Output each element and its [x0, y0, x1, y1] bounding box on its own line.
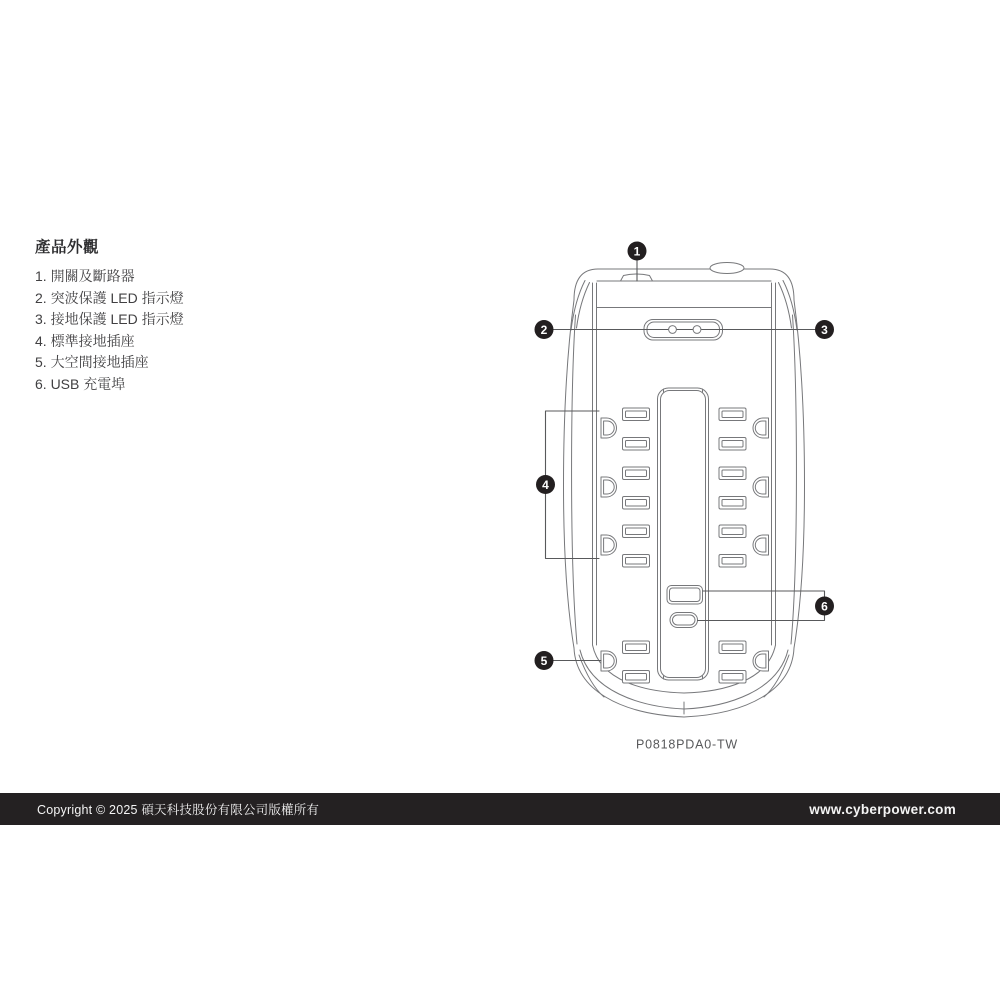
footer-bar — [0, 793, 1000, 825]
top-oval-detail — [710, 263, 744, 274]
part-item-2: 2. 突波保護 LED 指示燈 — [35, 289, 184, 306]
part-item-6: 6. USB 充電埠 — [35, 375, 126, 392]
outlet-standard-right-1 — [719, 408, 769, 450]
part-item-1: 1. 開關及斷路器 — [35, 268, 135, 284]
callout-balloon-5 — [535, 651, 554, 670]
callout-balloon-6 — [815, 597, 834, 616]
callout-balloon-4 — [536, 475, 555, 494]
usb-c-port — [670, 613, 698, 628]
usb-strip — [658, 388, 709, 680]
model-number-label: P0818PDA0-TW — [636, 737, 738, 752]
part-item-4: 4. 標準接地插座 — [35, 332, 135, 349]
outlet-standard-right-2 — [719, 467, 769, 509]
website-text: www.cyberpower.com — [809, 801, 956, 817]
svg-text:6: 6 — [821, 599, 828, 614]
outlet-standard-right-3 — [719, 525, 769, 567]
outlet-standard-left-3 — [601, 525, 650, 567]
part-item-5: 5. 大空間接地插座 — [35, 354, 149, 370]
copyright-text: Copyright © 2025 碩天科技股份有限公司版權所有 — [37, 803, 320, 817]
led-ground-indicator — [693, 326, 701, 334]
outlet-wide-right-4 — [719, 641, 769, 683]
section-title: 產品外觀 — [35, 239, 100, 256]
outlet-standard-left-1 — [601, 408, 650, 450]
svg-text:4: 4 — [542, 477, 549, 492]
callout-balloon-2 — [535, 320, 554, 339]
led-surge-indicator — [669, 326, 677, 334]
svg-text:3: 3 — [821, 322, 828, 337]
part-item-3: 3. 接地保護 LED 指示燈 — [35, 311, 184, 327]
callout-balloon-3 — [815, 320, 834, 339]
outlet-standard-left-2 — [601, 467, 650, 509]
svg-text:2: 2 — [540, 322, 548, 337]
svg-text:5: 5 — [540, 653, 548, 668]
outlet-wide-left-4 — [601, 641, 650, 683]
callout-balloon-1 — [628, 242, 647, 261]
usb-a-port — [667, 586, 703, 605]
svg-text:1: 1 — [633, 244, 641, 259]
